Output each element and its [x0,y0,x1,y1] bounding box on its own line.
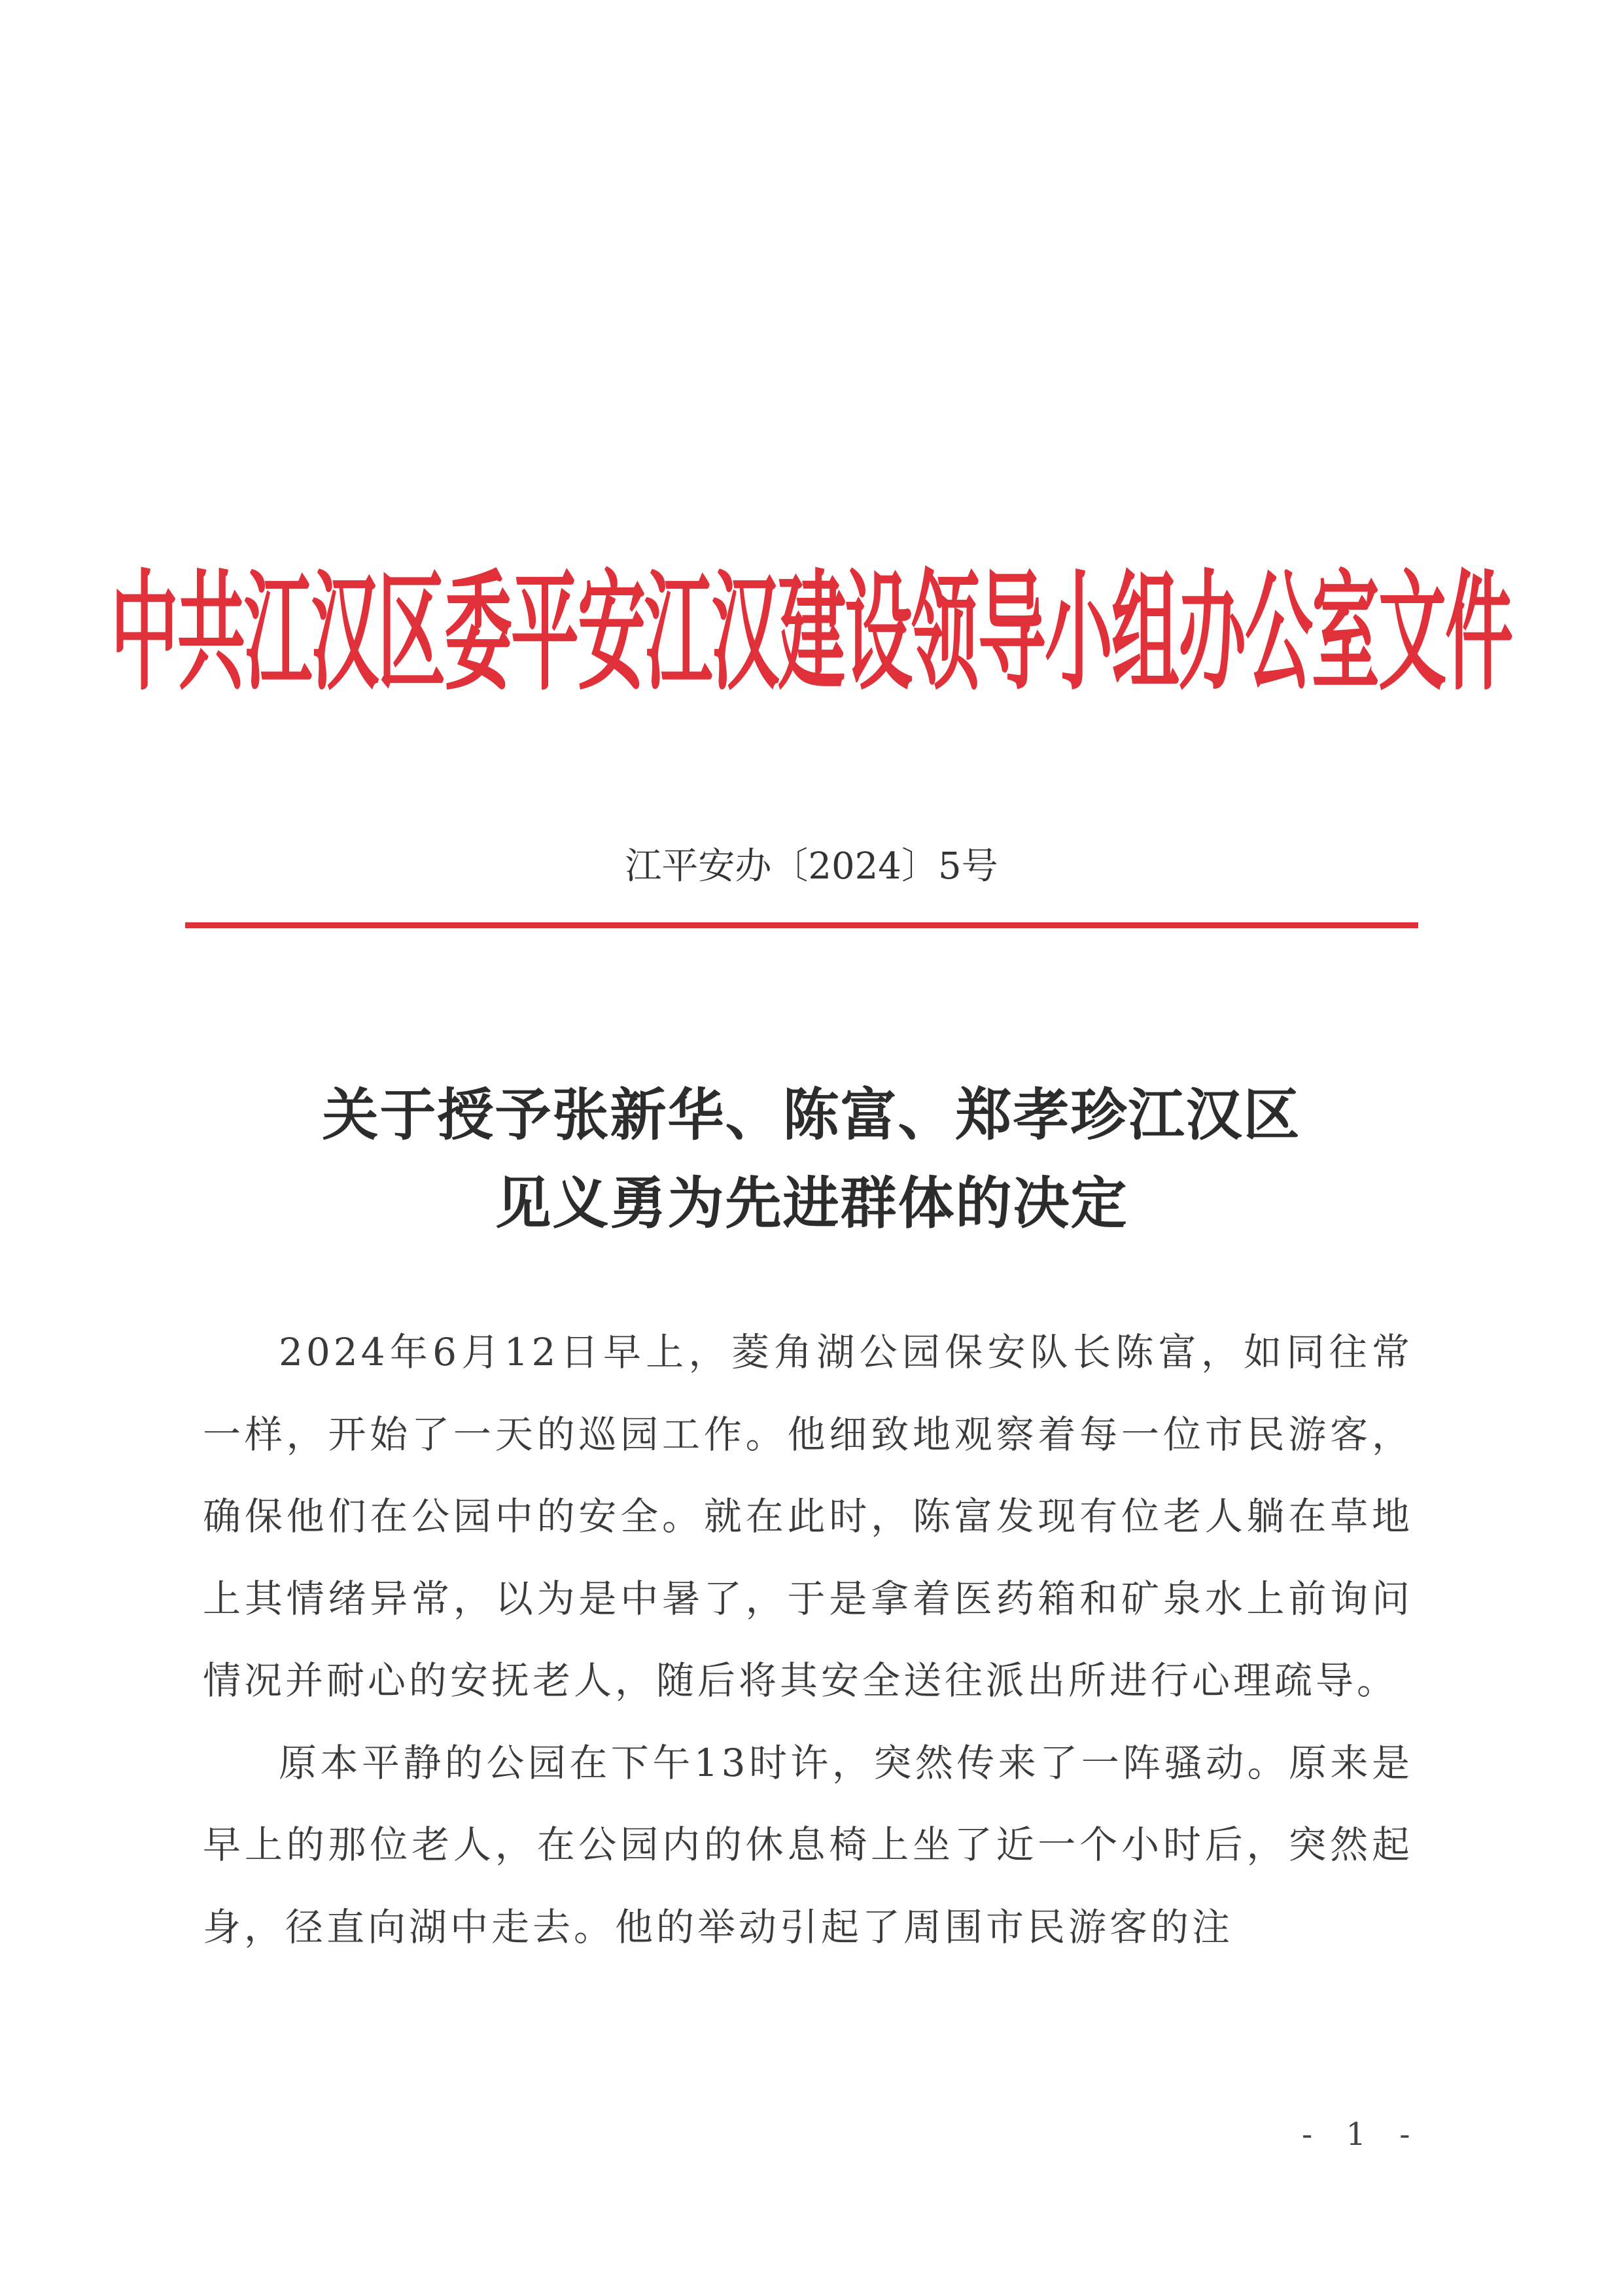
document-number: 江平安办〔2024〕5号 [625,845,998,888]
document-title-line-2: 见义勇为先进群体的决定 [495,1170,1128,1236]
body-paragraph-1: 2024年6月12日早上，菱角湖公园保安队长陈富，如同往常一样，开始了一天的巡园工作。他细致地观察着每一位市民游客，确保他们在公园中的安全。就在此时，陈富发现有位老人躺在草地上其情绪异常，以为是中暑了，于是拿着医药箱和矿泉水上前询问情况并耐心的安抚老人，随后将其安全送往派出所进行心理疏导。 [203,1330,1413,1703]
page-number: - 1 - [1302,2116,1422,2153]
red-separator-line [185,922,1418,928]
document-body [203,1312,1413,1968]
masthead-title: 中共江汉区委平安江汉建设领导小组办公室文件 [111,557,1512,708]
body-paragraph-2: 原本平静的公园在下午13时许，突然传来了一阵骚动。原来是早上的那位老人，在公园内的休息椅上坐了近一个小时后，突然起身，径直向湖中走去。他的举动引起了周围市民游客的注 [203,1740,1413,1949]
masthead [111,536,1512,708]
document-title-line-1: 关于授予张新华、陈富、郑孝珍江汉区 [322,1082,1301,1148]
